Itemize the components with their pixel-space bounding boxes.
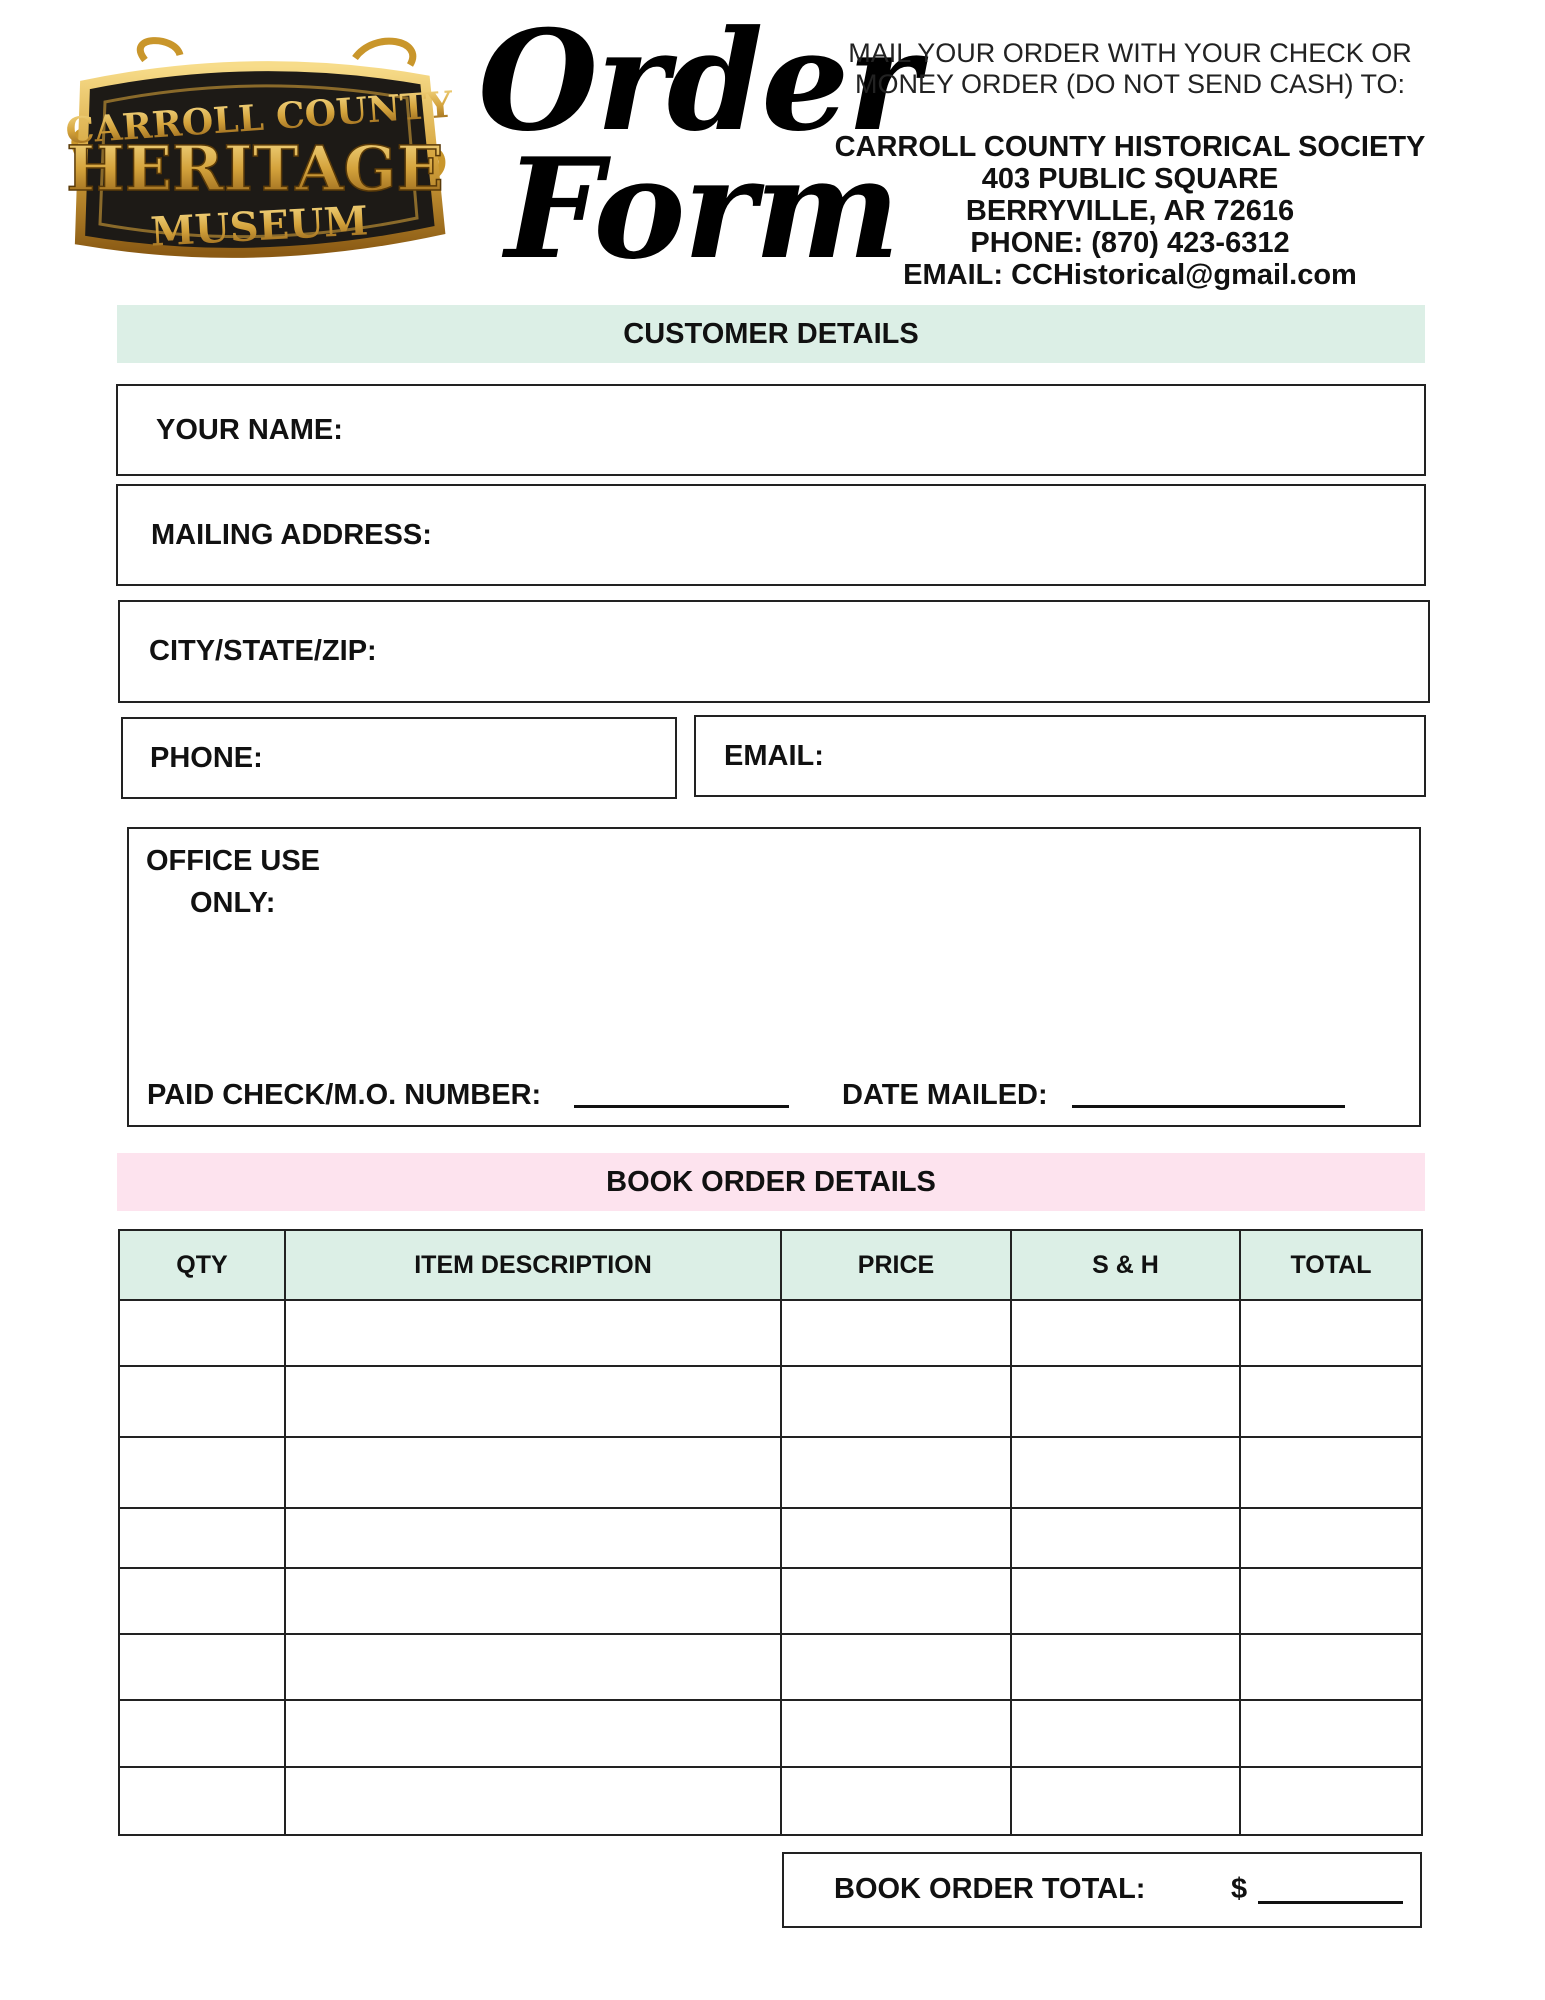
col-s-and-h: S & H [1011, 1230, 1240, 1300]
qty-cell[interactable] [119, 1300, 285, 1366]
qty-cell[interactable] [119, 1568, 285, 1634]
total-cell[interactable] [1240, 1634, 1422, 1700]
address-org: CARROLL COUNTY HISTORICAL SOCIETY [834, 131, 1426, 163]
currency-symbol: $ [1231, 1873, 1248, 1905]
s-and-h-cell[interactable] [1011, 1634, 1240, 1700]
book-order-total-label: BOOK ORDER TOTAL: [834, 1873, 1146, 1905]
title-order: Order [478, 0, 918, 162]
description-cell[interactable] [285, 1700, 781, 1767]
col-qty: QTY [119, 1230, 285, 1300]
qty-cell[interactable] [119, 1634, 285, 1700]
description-cell[interactable] [285, 1767, 781, 1835]
table-row [119, 1437, 1422, 1508]
qty-cell[interactable] [119, 1700, 285, 1767]
total-cell[interactable] [1240, 1568, 1422, 1634]
phone-label: PHONE: [150, 741, 263, 774]
price-cell[interactable] [781, 1508, 1011, 1568]
logo-line1: CARROLL COUNTY [64, 83, 455, 153]
title-form: Form [505, 127, 899, 290]
book-order-total-box [782, 1852, 1422, 1928]
s-and-h-cell[interactable] [1011, 1366, 1240, 1437]
col-price: PRICE [781, 1230, 1011, 1300]
mailing-address-field[interactable] [116, 484, 1426, 586]
col-total: TOTAL [1240, 1230, 1422, 1300]
s-and-h-cell[interactable] [1011, 1568, 1240, 1634]
description-cell[interactable] [285, 1437, 781, 1508]
description-cell[interactable] [285, 1300, 781, 1366]
price-cell[interactable] [781, 1300, 1011, 1366]
table-header-row [119, 1230, 1422, 1300]
city-state-zip-label: CITY/STATE/ZIP: [149, 635, 377, 667]
mail-instructions-line1: MAIL YOUR ORDER WITH YOUR CHECK OR [848, 38, 1412, 68]
s-and-h-cell[interactable] [1011, 1700, 1240, 1767]
price-cell[interactable] [781, 1634, 1011, 1700]
price-cell[interactable] [781, 1767, 1011, 1835]
logo-line3: MUSEUM [149, 197, 370, 256]
total-cell[interactable] [1240, 1508, 1422, 1568]
paid-check-line[interactable] [574, 1105, 789, 1108]
museum-logo [55, 30, 455, 290]
total-cell[interactable] [1240, 1437, 1422, 1508]
logo-line2: HERITAGE [66, 132, 444, 205]
col-item-description: ITEM DESCRIPTION [285, 1230, 781, 1300]
customer-details-heading: CUSTOMER DETAILS [117, 305, 1425, 363]
description-cell[interactable] [285, 1508, 781, 1568]
qty-cell[interactable] [119, 1437, 285, 1508]
table-row [119, 1300, 1422, 1366]
total-cell[interactable] [1240, 1767, 1422, 1835]
price-cell[interactable] [781, 1437, 1011, 1508]
phone-field[interactable] [121, 717, 677, 799]
name-field[interactable] [116, 384, 1426, 476]
address-city: BERRYVILLE, AR 72616 [965, 195, 1295, 227]
book-order-heading: BOOK ORDER DETAILS [117, 1153, 1425, 1211]
date-mailed-line[interactable] [1072, 1105, 1345, 1108]
office-use-box [127, 827, 1421, 1127]
price-cell[interactable] [781, 1366, 1011, 1437]
total-cell[interactable] [1240, 1300, 1422, 1366]
address-email: EMAIL: CCHistorical@gmail.com [903, 259, 1357, 291]
office-only-label: ONLY: [190, 887, 276, 919]
description-cell[interactable] [285, 1568, 781, 1634]
s-and-h-cell[interactable] [1011, 1300, 1240, 1366]
table-row [119, 1568, 1422, 1634]
address-street: 403 PUBLIC SQUARE [981, 163, 1279, 195]
description-cell[interactable] [285, 1366, 781, 1437]
s-and-h-cell[interactable] [1011, 1437, 1240, 1508]
qty-cell[interactable] [119, 1366, 285, 1437]
table-row [119, 1366, 1422, 1437]
total-cell[interactable] [1240, 1700, 1422, 1767]
date-mailed-label: DATE MAILED: [842, 1079, 1048, 1111]
paid-check-label: PAID CHECK/M.O. NUMBER: [147, 1079, 542, 1111]
s-and-h-cell[interactable] [1011, 1508, 1240, 1568]
description-cell[interactable] [285, 1634, 781, 1700]
table-row [119, 1634, 1422, 1700]
table-row [119, 1767, 1422, 1835]
table-row [119, 1508, 1422, 1568]
price-cell[interactable] [781, 1700, 1011, 1767]
s-and-h-cell[interactable] [1011, 1767, 1240, 1835]
table-row [119, 1700, 1422, 1767]
total-cell[interactable] [1240, 1366, 1422, 1437]
mailing-address-label: MAILING ADDRESS: [151, 518, 432, 551]
name-label: YOUR NAME: [156, 413, 343, 446]
email-label: EMAIL: [724, 739, 824, 772]
qty-cell[interactable] [119, 1508, 285, 1568]
qty-cell[interactable] [119, 1767, 285, 1835]
book-order-table [118, 1229, 1423, 1836]
book-order-total-line[interactable] [1258, 1901, 1403, 1904]
city-state-zip-field[interactable] [118, 600, 1430, 703]
price-cell[interactable] [781, 1568, 1011, 1634]
email-field[interactable] [694, 715, 1426, 797]
address-phone: PHONE: (870) 423-6312 [970, 227, 1290, 259]
mail-instructions-line2: MONEY ORDER (DO NOT SEND CASH) TO: [854, 69, 1406, 99]
office-use-label: OFFICE USE [146, 845, 321, 877]
